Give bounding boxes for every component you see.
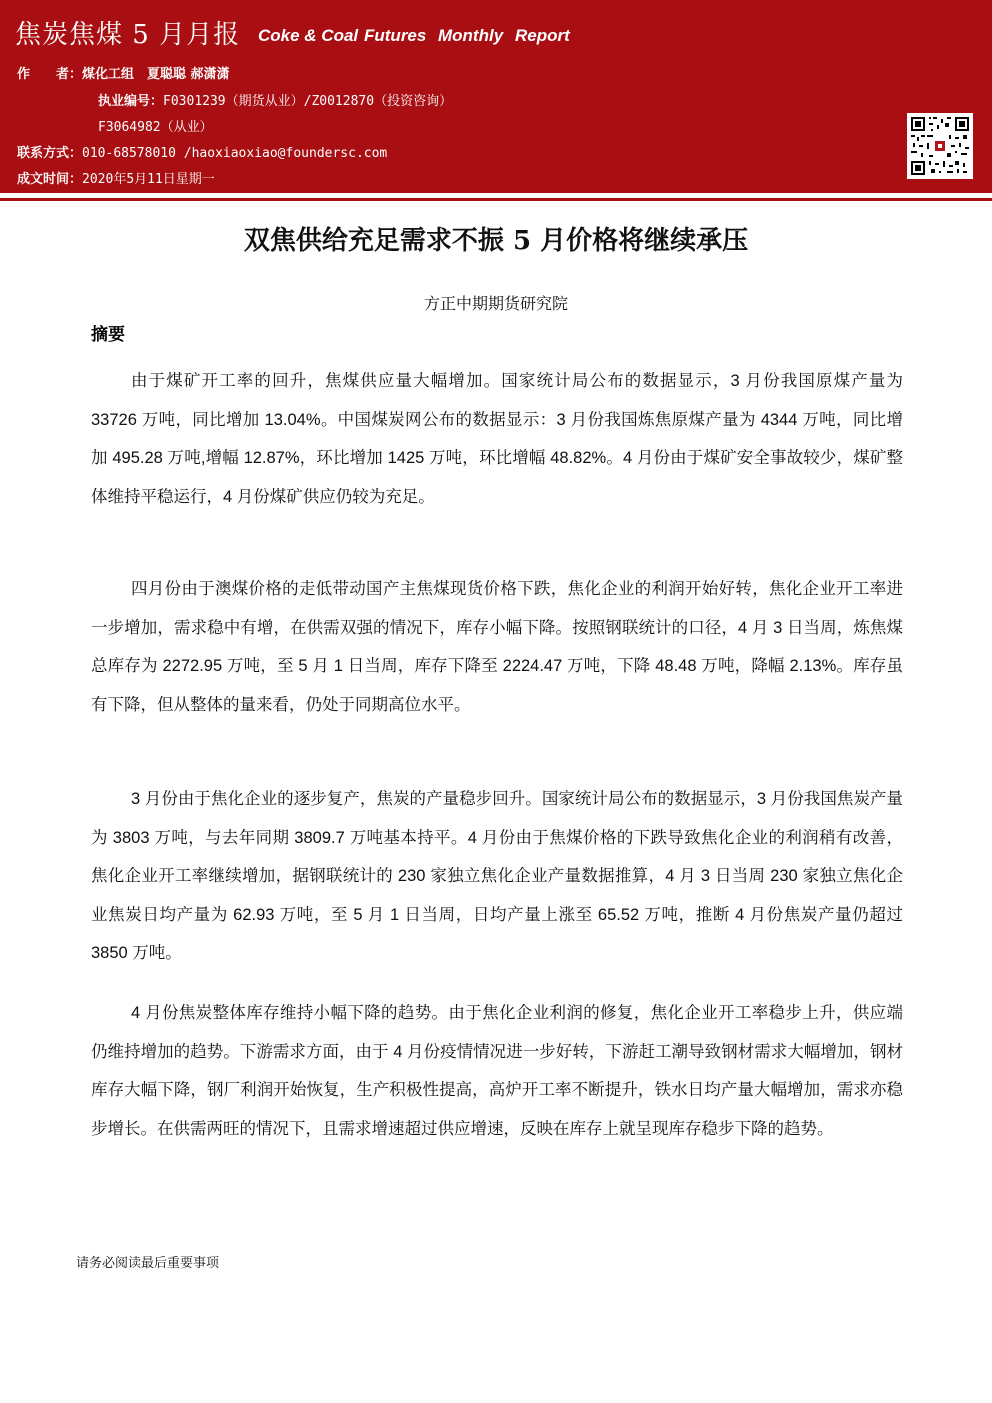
paragraph-4: 4 月份焦炭整体库存维持小幅下降的趋势。由于焦化企业利润的修复，焦化企业开工率稳步上升，供应端仍维持增加的趋势。下游需求方面，由于 4 月份疫情情况进一步好转，下游赶工潮导致钢材需求大幅增加，钢材库存大幅下降，钢厂利润开始恢复，生产积极性提高，高炉开工率不断提升，铁水日均产量大幅增加，需求亦稳步增长。在供需两旺的情况下，且需求增速超过供应增速，反映在库存上就呈现库存稳步下降的趋势。 [91, 1004, 903, 1138]
paragraph-3: 3 月份由于焦化企业的逐步复产，焦炭的产量稳步回升。国家统计局公布的数据显示，3 月份我国焦炭产量为 3803 万吨，与去年同期 3809.7 万吨基本持平。4 月份由于焦煤价格的下跌导致焦化企业的利润稍有改善，焦化企业开工率继续增加，据钢联统计的 230 家独立焦化企业产量数据推算，4 月 3 日当周 230 家独立焦化企业焦炭日均产量为 62.93 万吨，至 5 月 1 日当周，日均产量上涨至 65.52 万吨，推断 4 月份焦炭产量仍超过 3850 万吨。 [91, 790, 903, 963]
contact-value: 010-68578010 /haoxiaoxiao@foundersc.com [82, 146, 388, 161]
author-row [17, 63, 230, 82]
report-title-en-1: Coke & Coal [258, 26, 359, 45]
license-value: F0301239（期货从业）/Z0012870（投资咨询） [163, 94, 453, 109]
report-title-en-3: Monthly [438, 26, 504, 45]
report-title-en-4: Report [515, 26, 570, 45]
qr-code-graphic [909, 115, 971, 177]
paragraph-2: 四月份由于澳煤价格的走低带动国产主焦煤现货价格下跌，焦化企业的利润开始好转，焦化企业开工率进一步增加，需求稳中有增，在供需双强的情况下，库存小幅下降。按照钢联统计的口径，4 月 3 日当周，炼焦煤总库存为 2272.95 万吨，至 5 月 1 日当周，库存下降至 2224.47 万吨，下降 48.48 万吨，降幅 2.13%。库存虽有下降，但从整体的量来看，仍处于同期高位水平。 [91, 580, 903, 714]
abstract-heading: 摘要 [91, 325, 125, 345]
paragraph-1: 由于煤矿开工率的回升，焦煤供应量大幅增加。国家统计局公布的数据显示，3 月份我国原煤产量为 33726 万吨，同比增加 13.04%。中国煤炭网公布的数据显示：3 月份我国炼焦原煤产量为 4344 万吨，同比增加 495.28 万吨,增幅 12.87%，环比增加 1425 万吨，环比增幅 48.82%。4 月份由于煤矿安全事故较少，煤矿整体维持平稳运行，4 月份煤矿供应仍较为充足。 [91, 372, 903, 506]
license-label: 执业编号： [98, 94, 164, 109]
contact-row [17, 142, 387, 161]
footer-note: 请务必阅读最后重要事项 [76, 1256, 220, 1271]
license-row [98, 90, 452, 109]
license-value-2: F3064982（从业） [98, 120, 213, 135]
document-title: 双焦供给充足需求不振 5 月价格将继续承压 [243, 226, 749, 256]
qr-code-icon[interactable] [907, 113, 973, 179]
license-row-2 [98, 116, 213, 135]
institute-name: 方正中期期货研究院 [423, 294, 568, 313]
report-title-cn: 焦炭焦煤 5 月月报 [15, 20, 241, 50]
report-title-en-2: Futures [364, 26, 427, 45]
contact-label: 联系方式： [17, 146, 83, 161]
author-value: 煤化工组 夏聪聪 郝潇潇 [82, 67, 230, 82]
author-label: 作 者： [17, 67, 83, 82]
report-header [0, 0, 992, 193]
date-value: 2020年5月11日星期一 [82, 172, 215, 187]
header-divider [0, 198, 992, 201]
date-row [17, 168, 215, 187]
date-label: 成文时间： [17, 172, 83, 187]
